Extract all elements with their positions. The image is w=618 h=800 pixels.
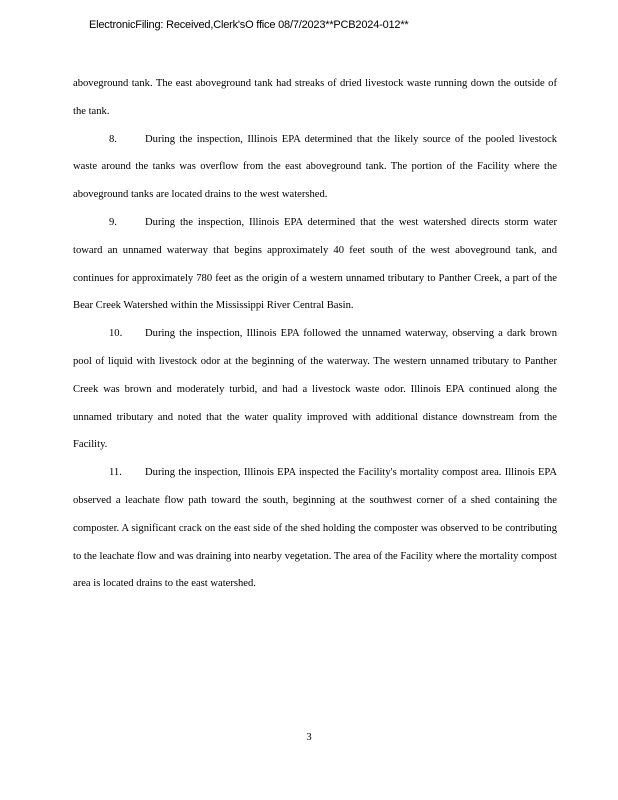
paragraph-8: [73, 126, 557, 209]
page-number: 3: [306, 732, 312, 743]
paragraph-number: 8.: [109, 133, 117, 145]
paragraph-number: 10.: [109, 328, 123, 340]
paragraph-text: During the inspection, Illinois EPA determined that the likely source of the pooled livestock waste around the tanks was overflow from the east aboveground tank. The portion of the Facility where the aboveground tanks are located drains to the west watershed.: [73, 133, 557, 201]
paragraph-continuation: [73, 70, 557, 126]
paragraph-number: 11.: [109, 467, 122, 479]
electronic-filing-header: ElectronicFiling: Received,Clerk'sO ffice 08/7/2023**PCB2024-012**: [89, 19, 409, 31]
paragraph-11: [73, 459, 557, 598]
paragraph-10: [73, 320, 557, 459]
document-body: [73, 70, 557, 598]
paragraph-text: During the inspection, Illinois EPA followed the unnamed waterway, observing a dark brown pool of liquid with livestock odor at the beginning of the waterway. The western unnamed tributary to Panther Creek was brown and moderately turbid, and had a livestock waste odor. Illinois EPA continued along the unnamed tributary and noted that the water quality improved with additional distance downstream from the Facility.: [73, 328, 557, 451]
paragraph-text: aboveground tank. The east aboveground tank had streaks of dried livestock waste running down the outside of the tank.: [73, 78, 557, 117]
paragraph-text: During the inspection, Illinois EPA determined that the west watershed directs storm water toward an unnamed waterway that begins approximately 40 feet south of the west aboveground tank, and continues for approximately 780 feet as the origin of a western unnamed tributary to Panther Creek, a part of the Bear Creek Watershed within the Mississippi River Central Basin.: [73, 216, 557, 312]
paragraph-text: During the inspection, Illinois EPA inspected the Facility's mortality compost area. Illinois EPA observed a leachate flow path toward the south, beginning at the southwest corner of a shed containing the composter. A significant crack on the east side of the shed holding the composter was observed to be contributing to the leachate flow and was draining into nearby vegetation. The area of the Facility where the mortality compost area is located drains to the east watershed.: [73, 467, 557, 590]
paragraph-9: [73, 209, 557, 320]
paragraph-number: 9.: [109, 216, 117, 228]
